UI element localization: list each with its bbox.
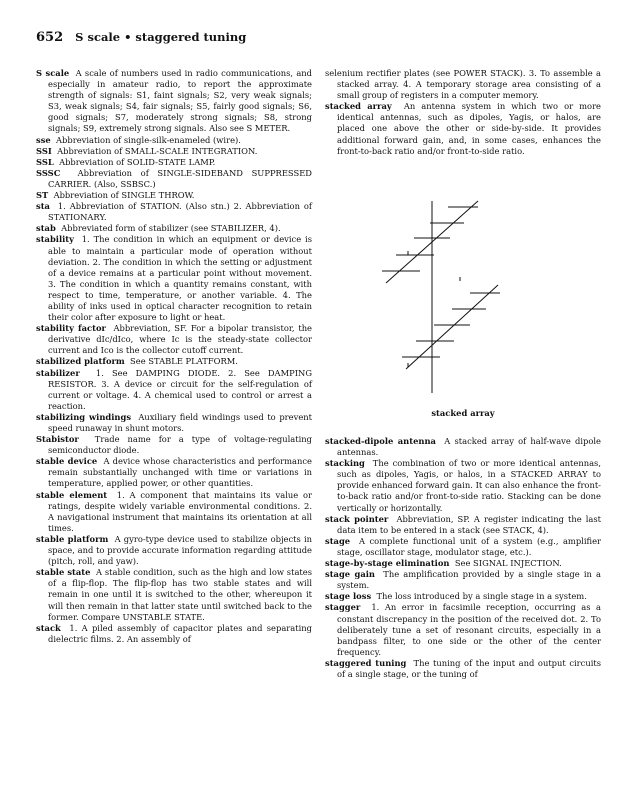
entry-term: SSL: [36, 156, 54, 167]
dictionary-entry: [36, 135, 312, 146]
entry-term: stable element: [36, 489, 108, 500]
dictionary-entry: [325, 101, 601, 156]
dictionary-entry: [325, 458, 601, 513]
right-column-bottom: [325, 436, 601, 680]
entry-term: Stabistor: [36, 434, 79, 445]
dictionary-entry: [36, 623, 312, 645]
dictionary-entry: [325, 536, 601, 558]
page-header: [36, 30, 246, 45]
entry-term: SSI: [36, 145, 52, 156]
entry-term: stage loss: [325, 591, 372, 602]
entry-text: Abbreviation of single-silk-enameled (wire).: [56, 134, 241, 145]
entry-text: Auxiliary field windings used to prevent speed runaway in shunt motors.: [48, 411, 312, 433]
figure-caption: stacked array: [431, 408, 495, 418]
entry-term: stab: [36, 223, 56, 234]
entry-text: A stable condition, such as the high and low states of a flip-flop. The flip-flop has two stable states and will remain in one until it is switched to the other, whereupon it will then remain in that latter state until switched back to the former. Compare UNSTABLE STATE.: [48, 567, 312, 622]
entry-term: stabilized platform: [36, 356, 125, 367]
right-column-top: [325, 68, 601, 157]
entry-text: The amplification provided by a single stage in a system.: [337, 569, 601, 591]
dictionary-entry: [325, 436, 601, 458]
entry-term: ST: [36, 190, 49, 201]
stacked-array-figure: [380, 193, 520, 393]
dictionary-entry: [36, 534, 312, 567]
entry-text: See SIGNAL INJECTION.: [454, 558, 562, 569]
dictionary-entry: [36, 456, 312, 489]
page-number: 652: [36, 30, 64, 45]
entry-text: Trade name for a type of voltage-regulating semiconductor diode.: [48, 434, 312, 456]
entry-term: stage-by-stage elimination: [325, 558, 450, 569]
entry-term: S scale: [36, 68, 70, 78]
dictionary-entry: [325, 569, 601, 591]
entry-text: The tuning of the input and output circuits of a single stage, or the tuning of: [337, 657, 602, 679]
entry-text: The combination of two or more identical antennas, such as dipoles, Yagis, or halos, in a STACKED ARRAY to provide enhanced forward gain. It can also enhance the front-to-back ratio and/or front-to-side ratio. Stacking can be done vertically or horizontally.: [337, 458, 601, 513]
entry-text: 1. See DAMPING DIODE. 2. See DAMPING RESISTOR. 3. A device or circuit for the self-regulation of current or voltage. 4. A chemical used to control or arrest a reaction.: [48, 367, 312, 411]
entry-term: stable device: [36, 456, 98, 467]
entry-term: stability: [36, 234, 75, 245]
entry-term: stack: [36, 622, 61, 633]
entry-text: A device whose characteristics and performance remain substantially unchanged with time or variations in temperature, applied power, or other quantities.: [48, 456, 312, 489]
entry-text: Abbreviation of SINGLE-SIDEBAND SUPPRESSED CARRIER. (Also, SSBSC.): [48, 167, 313, 189]
entry-text: 1. A component that maintains its value or ratings, despite widely variable environmental conditions. 2. A navigational instrument that maintains its orientation at all times.: [48, 489, 312, 533]
dictionary-entry: [36, 190, 312, 201]
dictionary-entry: [325, 514, 601, 536]
entry-term: stacked-dipole antenna: [325, 436, 436, 446]
entry-text: A scale of numbers used in radio communications, and especially in amateur radio, to report the approximate strength of signals: S1, faint signals; S2, very weak signals; S3, weak signals; S4, fair signals; S5, fairly good signals; S6, good signals; S7, moderately strong signals; S8, strong signals; S9, extremely strong signals. Also see S METER.: [48, 68, 313, 134]
entry-term: stage gain: [325, 569, 375, 580]
entry-term: staggered tuning: [325, 657, 407, 668]
lower-boom: [406, 285, 498, 369]
dictionary-entry: [36, 68, 312, 135]
left-column: [36, 68, 312, 645]
stacked-yagi-antenna-diagram: [382, 201, 500, 393]
entry-term: SSSC: [36, 167, 61, 178]
entry-text: 1. Abbreviation of STATION. (Also stn.) 2. Abbreviation of STATIONARY.: [48, 201, 312, 223]
dictionary-entry: [36, 223, 312, 234]
entry-term: stable platform: [36, 533, 109, 544]
dictionary-entry: [36, 234, 312, 323]
dictionary-entry: [325, 558, 601, 569]
entry-term: stable state: [36, 567, 91, 578]
entry-term: sse: [36, 134, 51, 145]
entry-term: stabilizer: [36, 367, 80, 378]
dictionary-entry: [36, 567, 312, 622]
entry-text: A stacked array of half-wave dipole antennas.: [337, 436, 601, 458]
entry-text: Abbreviation of SOLID-STATE LAMP.: [59, 156, 216, 167]
entry-term: stacking: [325, 458, 365, 469]
entry-term: stagger: [325, 602, 361, 613]
entry-term: stability factor: [36, 323, 106, 334]
entry-text: The loss introduced by a single stage in a system.: [376, 591, 587, 602]
entry-text: 1. The condition in which an equipment or device is able to maintain a particular mode of operation without deviation. 2. The condition in which the setting or adjustment of a device remains at a particular point without movement. 3. The condition in which a quantity remains constant, with respect to time, temperature, or another variable. 4. The ability of inks used in optical character recognition to retain their color after exposure to light or heat.: [48, 234, 312, 323]
entry-text: Abbreviation, SP. A register indicating the last data item to be entered in a stack (see STACK, 4).: [337, 513, 601, 535]
dictionary-entry: [36, 412, 312, 434]
dictionary-entry: [325, 658, 601, 680]
entry-text: A complete functional unit of a system (e.g., amplifier stage, oscillator stage, modulator stage, etc.).: [337, 535, 601, 557]
dictionary-entry: [325, 602, 601, 657]
dictionary-entry-continued: [325, 68, 601, 101]
entry-text: Abbreviated form of stabilizer (see STABILIZER, 4).: [61, 223, 281, 234]
entry-text: 1. An error in facsimile reception, occurring as a constant discrepancy in the position of the received dot. 2. To deliberately tune a set of resonant circuits, especially in a bandpass filter, to one side or the other of the center frequency.: [337, 602, 601, 657]
dictionary-entry: [36, 323, 312, 356]
entry-text: Abbreviation, SF. For a bipolar transistor, the derivative dIc/dIco, where Ic is the steady-state collector current and Ico is the collector cutoff current.: [48, 323, 312, 356]
dictionary-entry: [36, 168, 312, 190]
dictionary-entry: [36, 201, 312, 223]
entry-text: See STABLE PLATFORM.: [130, 356, 238, 367]
dictionary-entry: [36, 490, 312, 534]
entry-text: Abbreviation of SMALL-SCALE INTEGRATION.: [57, 145, 258, 156]
dictionary-entry: [325, 591, 601, 602]
dictionary-entry: [36, 368, 312, 412]
running-title: S scale • staggered tuning: [75, 30, 247, 44]
entry-term: sta: [36, 201, 50, 212]
entry-text: Abbreviation of SINGLE THROW.: [53, 190, 195, 201]
entry-text: An antenna system in which two or more identical antennas, such as dipoles, Yagis, or halos, are placed one above the other or side-by-side. It provides additional forward gain, and, in some cases, enhances the front-to-back ratio and/or front-to-side ratio.: [337, 101, 601, 156]
entry-term: stage: [325, 535, 351, 546]
dictionary-entry: [36, 146, 312, 157]
entry-text: A gyro-type device used to stabilize objects in space, and to provide accurate information regarding attitude (pitch, roll, and yaw).: [48, 533, 312, 567]
entry-text: selenium rectifier plates (see POWER STACK). 3. To assemble a stacked array. 4. A temporary storage area consisting of a small group of registers in a computer memory.: [325, 68, 601, 101]
dictionary-entry: [36, 434, 312, 456]
entry-term: stacked array: [325, 101, 392, 112]
entry-term: stack pointer: [325, 513, 389, 524]
dictionary-entry: [36, 157, 312, 168]
entry-term: stabilizing windings: [36, 411, 132, 422]
entry-text: 1. A piled assembly of capacitor plates and separating dielectric films. 2. An assembly of: [48, 622, 312, 644]
dictionary-entry: [36, 356, 312, 367]
